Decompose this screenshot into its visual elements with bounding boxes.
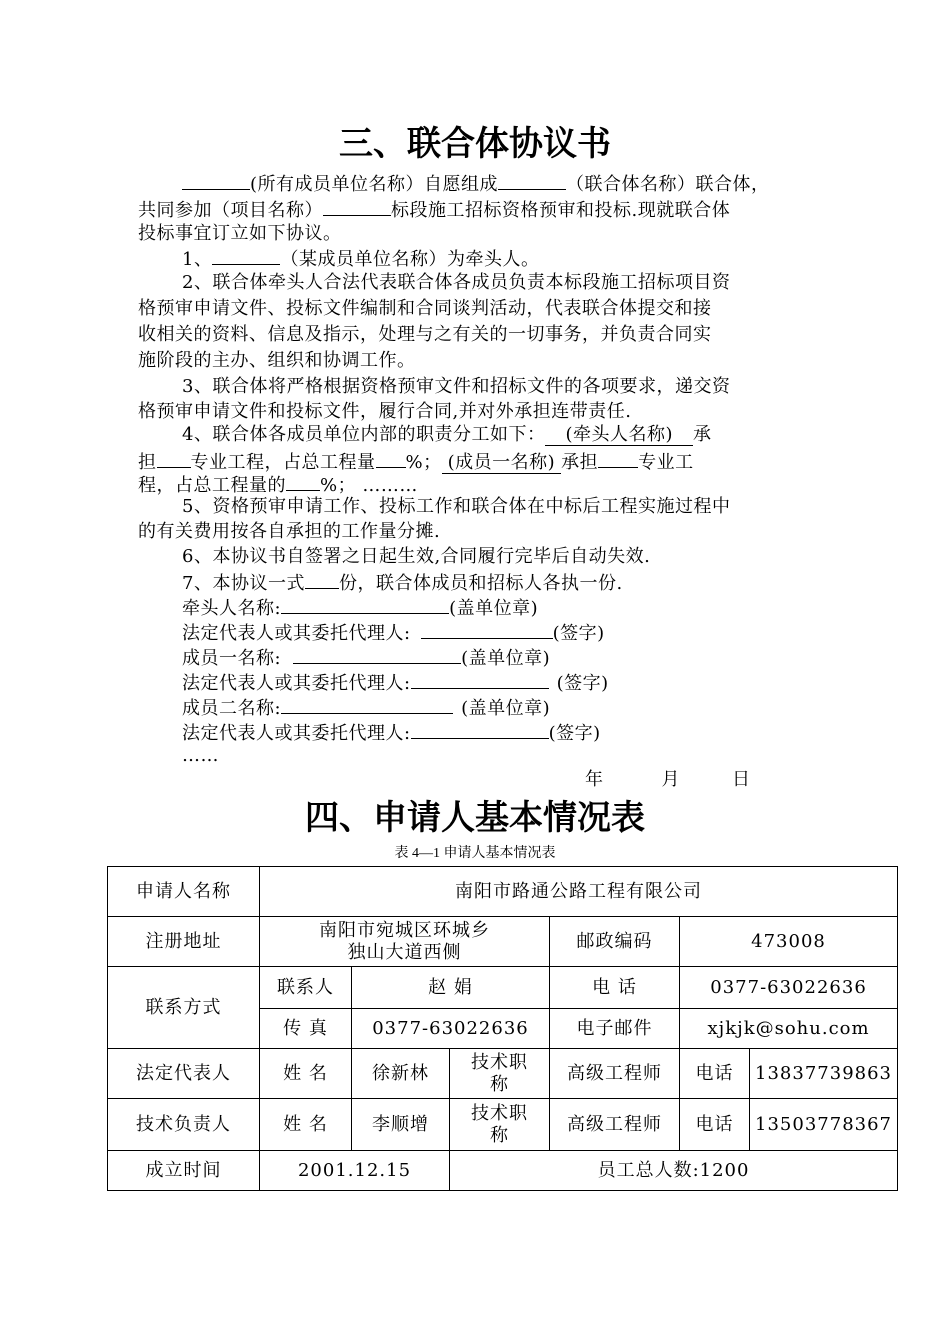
email-value: xjkjk@sohu.com <box>680 1009 898 1049</box>
sig-member1-label: 成员一名称: <box>182 648 282 669</box>
legal-rep-tel: 13837739863 <box>750 1049 898 1099</box>
title-label-line2: 称 <box>490 1073 509 1095</box>
sig-member2-label: 成员二名称: <box>182 698 282 719</box>
item4-text-h: 专业工 <box>638 452 694 473</box>
item2-line1: 2、联合体牵头人合法代表联合体各成员负责本标段施工招标项目资 <box>182 272 731 293</box>
date-month: 月 <box>661 769 680 790</box>
blank-sig-member2-rep <box>411 718 549 739</box>
address-line2: 独山大道西侧 <box>347 941 462 963</box>
legal-rep-title-label <box>450 1049 550 1099</box>
blank-sig-member1 <box>293 643 461 664</box>
legal-rep-label: 法定代表人 <box>108 1049 260 1099</box>
applicant-name-value: 南阳市路通公路工程有限公司 <box>260 867 898 917</box>
address-line1: 南阳市宛城区环城乡 <box>319 919 490 941</box>
contact-person-value: 赵 娟 <box>352 967 550 1009</box>
item2-line2: 格预审申请文件、投标文件编制和合同谈判活动，代表联合体提交和接 <box>138 298 712 319</box>
sig-member1-rep-suffix: (签字) <box>556 673 609 694</box>
tech-lead-tel: 13503778367 <box>750 1099 898 1151</box>
item4-text-d: 担 <box>138 452 157 473</box>
applicant-name-label: 申请人名称 <box>108 867 260 917</box>
legal-rep-title: 高级工程师 <box>550 1049 680 1099</box>
fax-label: 传 真 <box>260 1009 352 1049</box>
item2-line3: 收相关的资料、信息及指示，处理与之有关的一切事务，并负责合同实 <box>138 324 712 345</box>
table-row <box>108 1151 898 1191</box>
item4-text-c: 承 <box>693 424 712 445</box>
blank-sig-member2 <box>281 693 453 714</box>
founded-label: 成立时间 <box>108 1151 260 1191</box>
tech-lead-title: 高级工程师 <box>550 1099 680 1151</box>
legal-rep-name: 徐新林 <box>352 1049 450 1099</box>
blank-sig-member1-rep <box>411 668 549 689</box>
blank-percent1 <box>376 447 406 468</box>
date-year: 年 <box>585 769 604 790</box>
item3-line2: 格预审申请文件和投标文件，履行合同,并对外承担连带责任. <box>138 401 632 422</box>
item4-lead-name: (牵头人名称) <box>545 424 693 446</box>
item3-line1: 3、联合体将严格根据资格预审文件和招标文件的各项要求，递交资 <box>182 376 731 397</box>
sig-member1-rep-label: 法定代表人或其委托代理人: <box>182 673 411 694</box>
employees-count: 员工总人数:1200 <box>450 1151 898 1191</box>
table-row <box>108 967 898 1009</box>
item4-line1 <box>138 422 858 448</box>
postcode-value: 473008 <box>680 917 898 967</box>
blank-copies <box>305 568 339 589</box>
table-row <box>108 917 898 967</box>
item5-line1: 5、资格预审申请工作、投标工作和联合体在中标后工程实施过程中 <box>182 496 731 517</box>
tech-lead-tel-label: 电话 <box>680 1099 750 1151</box>
sig-lead-rep-label: 法定代表人或其委托代理人: <box>182 623 411 644</box>
item4-text-j: %； ……… <box>320 475 418 496</box>
item4-member1-name: (成员一名称) <box>442 452 562 474</box>
item7-text-a: 7、本协议一式 <box>182 573 305 594</box>
fax-value: 0377-63022636 <box>352 1009 550 1049</box>
p1-text-b: （联合体名称）联合体， <box>566 174 770 195</box>
item4-text-g: 承担 <box>561 452 599 473</box>
tech-lead-name-label: 姓 名 <box>260 1099 352 1151</box>
p1-line1 <box>138 169 858 198</box>
sig-member2-rep-label: 法定代表人或其委托代理人: <box>182 723 411 744</box>
title-label-line1: 技术职 <box>471 1051 528 1073</box>
item4-text-i: 程，占总工程量的 <box>138 475 286 496</box>
address-value <box>260 917 550 967</box>
contact-label: 联系方式 <box>108 967 260 1049</box>
phone-value: 0377-63022636 <box>680 967 898 1009</box>
blank-project <box>323 195 391 216</box>
blank-specialty1 <box>157 447 191 468</box>
table-row <box>108 867 898 917</box>
sig-member1-suffix: (盖单位章) <box>461 648 551 669</box>
section4-title: 四、申请人基本情况表 <box>305 798 645 838</box>
item6: 6、本协议书自签署之日起生效,合同履行完毕后自动失效. <box>182 546 651 567</box>
item2-line4: 施阶段的主办、组织和协调工作。 <box>138 350 416 371</box>
blank-member <box>212 244 280 265</box>
sig-lead-suffix: (盖单位章) <box>449 598 539 619</box>
email-label: 电子邮件 <box>550 1009 680 1049</box>
sig-lead-rep-suffix: (签字) <box>552 623 605 644</box>
postcode-label: 邮政编码 <box>550 917 680 967</box>
address-label: 注册地址 <box>108 917 260 967</box>
title-label-line1: 技术职 <box>471 1102 528 1124</box>
blank-members <box>182 169 250 190</box>
p1-text-d: 标段施工招标资格预审和投标.现就联合体 <box>391 200 731 221</box>
blank-percent2 <box>286 470 320 491</box>
date-day: 日 <box>732 769 751 790</box>
item4-text-a: 4、联合体各成员单位内部的职责分工如下： <box>182 424 546 445</box>
p1-text-a: (所有成员单位名称）自愿组成 <box>250 174 499 195</box>
phone-label: 电 话 <box>550 967 680 1009</box>
ellipsis: …… <box>182 745 219 766</box>
sig-lead-label: 牵头人名称: <box>182 598 282 619</box>
date-line <box>585 767 785 793</box>
sig-member2-rep-suffix: (签字) <box>548 723 601 744</box>
tech-lead-label: 技术负责人 <box>108 1099 260 1151</box>
blank-sig-lead <box>281 593 449 614</box>
section3-title: 三、联合体协议书 <box>339 124 611 164</box>
tech-lead-title-label <box>450 1099 550 1151</box>
table-row <box>108 1049 898 1099</box>
item1-text: （某成员单位名称）为牵头人。 <box>280 249 540 270</box>
title-label-line2: 称 <box>490 1124 509 1146</box>
p1-line3: 投标事宜订立如下协议。 <box>138 223 342 244</box>
table-caption: 表 4—1 申请人基本情况表 <box>394 846 556 861</box>
blank-specialty2 <box>598 447 638 468</box>
item1-num: 1、 <box>182 249 213 270</box>
sig-member2-suffix: (盖单位章) <box>461 698 551 719</box>
legal-rep-name-label: 姓 名 <box>260 1049 352 1099</box>
blank-consortium <box>498 169 566 190</box>
applicant-info-table <box>107 866 898 1191</box>
item5-line2: 的有关费用按各自承担的工作量分摊. <box>138 521 441 542</box>
founded-value: 2001.12.15 <box>260 1151 450 1191</box>
tech-lead-name: 李顺增 <box>352 1099 450 1151</box>
item4-text-f: %； <box>405 452 442 473</box>
contact-person-label: 联系人 <box>260 967 352 1009</box>
table-row <box>108 1099 898 1151</box>
item1 <box>138 244 858 273</box>
p1-line2 <box>138 195 858 224</box>
item7-text-b: 份，联合体成员和招标人各执一份. <box>338 573 623 594</box>
legal-rep-tel-label: 电话 <box>680 1049 750 1099</box>
p1-text-c: 共同参加（项目名称） <box>138 200 323 221</box>
blank-sig-lead-rep <box>421 618 553 639</box>
item4-text-e: 专业工程，占总工程量 <box>190 452 376 473</box>
